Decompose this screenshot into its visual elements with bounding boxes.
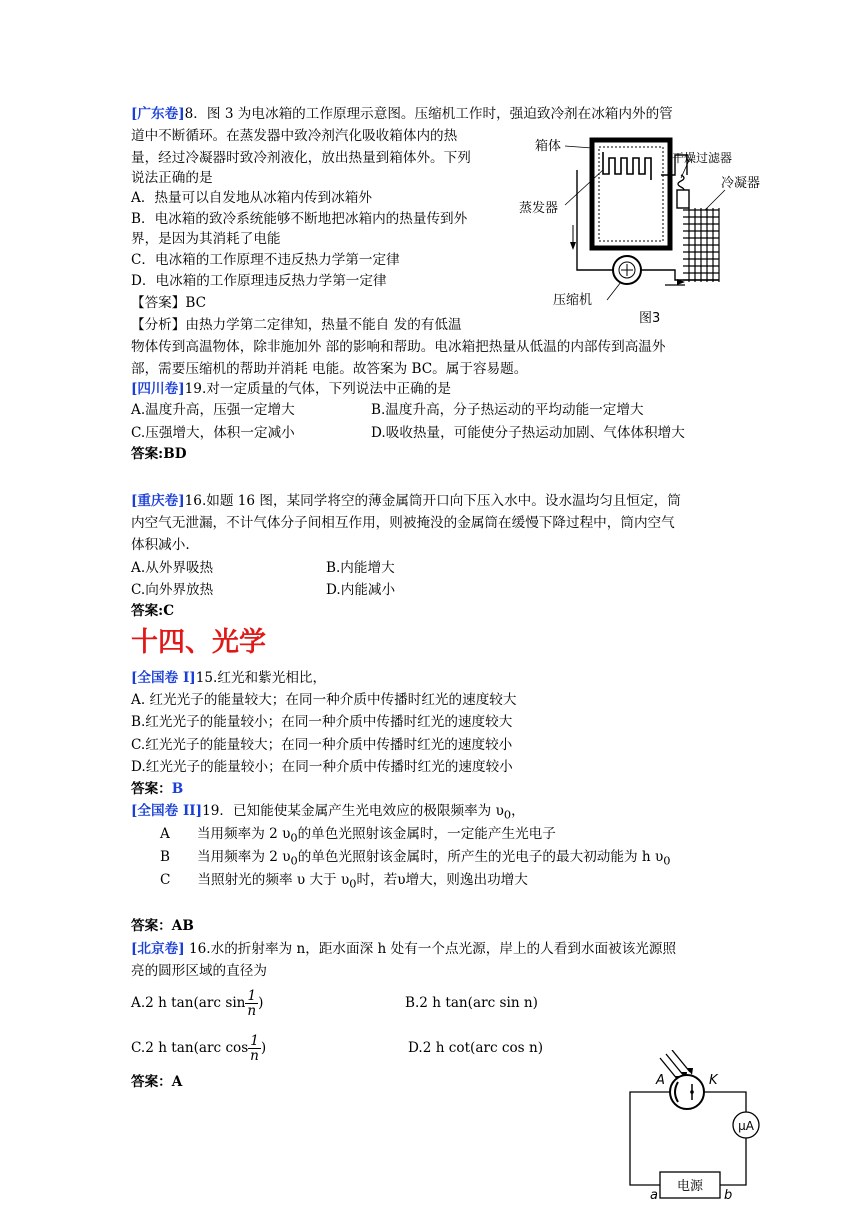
bj-answer: 答案：A bbox=[131, 1074, 183, 1090]
label-anode: A bbox=[656, 1073, 665, 1088]
gd-option-a: A．热量可以自发地从冰箱内传到冰箱外 bbox=[131, 190, 372, 206]
q1-answer: 答案：B bbox=[131, 781, 184, 797]
cq-option-c: C.向外界放热 bbox=[131, 582, 214, 598]
gd-tag: [广东卷] bbox=[131, 106, 185, 122]
label-b: b bbox=[724, 1188, 733, 1200]
label-condenser: 冷凝器 bbox=[721, 176, 761, 191]
gd-analysis-1: 【分析】由热力学第二定律知，热量不能自 发的有低温 bbox=[131, 317, 462, 333]
label-box: 箱体 bbox=[535, 139, 562, 154]
q1-option-a: A. 红光光子的能量较大；在同一种介质中传播时红光的速度较大 bbox=[131, 692, 517, 708]
gd-option-d: D．电冰箱的工作原理违反热力学第一定律 bbox=[131, 273, 387, 289]
gd-answer: 【答案】BC bbox=[131, 295, 207, 311]
fraction-one-over-n: $\frac{1}{n}$ bbox=[247, 988, 257, 1019]
gd-line-4: 说法正确的是 bbox=[131, 170, 213, 186]
q2-answer: 答案：AB bbox=[131, 918, 194, 934]
bj-option-b: B.2 h tan(arc sin n) bbox=[405, 995, 538, 1011]
label-evaporator: 蒸发器 bbox=[519, 201, 559, 216]
cq-option-d: D.内能减小 bbox=[326, 582, 396, 598]
q1-option-d: D.红光光子的能量较小；在同一种介质中传播时红光的速度较小 bbox=[131, 759, 513, 775]
sc-option-c: C.压强增大，体积一定减小 bbox=[131, 425, 295, 441]
gd-line-3: 量，经过冷凝器时致冷剂液化，放出热量到箱体外。下列 bbox=[131, 150, 471, 166]
q2-option-a: A 当用频率为 2 $\upsilon_0$的单色光照射该金属时，一定能产生光电子 bbox=[160, 826, 556, 845]
bj-line-1: [北京卷] 16.水的折射率为 n，距水面深 h 处有一个点光源，岸上的人看到水面被该光源照 bbox=[131, 941, 677, 957]
label-a: a bbox=[650, 1188, 658, 1200]
sc-option-d: D.吸收热量，可能使分子热运动加剧、气体体积增大 bbox=[371, 425, 685, 441]
gd-analysis-3: 部，需要压缩机的帮助并消耗 电能。故答案为 BC。属于容易题。 bbox=[131, 361, 528, 377]
cq-tag: [重庆卷] bbox=[131, 493, 185, 509]
figure-caption: 图3 bbox=[639, 311, 661, 326]
gd-line-1: [广东卷]8．图 3 为电冰箱的工作原理示意图。压缩机工作时，强迫致冷剂在冰箱内外的管 bbox=[131, 106, 673, 122]
condenser-coil bbox=[683, 208, 719, 282]
cq-option-b: B.内能增大 bbox=[326, 560, 395, 576]
sc-option-b: B.温度升高，分子热运动的平均动能一定增大 bbox=[371, 402, 644, 418]
bj-line-2: 亮的圆形区域的直径为 bbox=[131, 963, 267, 979]
svg-text:μA: μA bbox=[738, 1119, 754, 1133]
filter bbox=[677, 190, 689, 208]
gd-option-c: C．电冰箱的工作原理不违反热力学第一定律 bbox=[131, 252, 400, 268]
gd-option-b2: 界，是因为其消耗了电能 bbox=[131, 231, 281, 247]
fraction-one-over-n: $\frac{1}{n}$ bbox=[250, 1033, 259, 1064]
photoelectric-circuit bbox=[622, 1050, 772, 1200]
sc-answer: 答案:BD bbox=[131, 446, 187, 462]
section-title: 十四、光学 bbox=[131, 627, 266, 658]
bj-option-a: A.2 h tan(arc sin $\frac{1}{n}$ ) bbox=[131, 988, 264, 1019]
sc-option-a: A.温度升高，压强一定增大 bbox=[131, 402, 295, 418]
q1-option-b: B.红光光子的能量较小；在同一种介质中传播时红光的速度较大 bbox=[131, 714, 513, 730]
q2-option-b: B 当用频率为 2 $\upsilon_0$的单色光照射该金属时，所产生的光电子的最大初动能为 h $\upsilon_0$ bbox=[160, 849, 671, 868]
bj-tag: [北京卷] bbox=[131, 941, 185, 957]
gd-line-2: 道中不断循环。在蒸发器中致冷剂汽化吸收箱体内的热 bbox=[131, 128, 458, 144]
bj-option-c: C.2 h tan(arc cos $\frac{1}{n}$ ) bbox=[131, 1033, 267, 1064]
q2-stem: [全国卷 II]19．已知能使某金属产生光电效应的极限频率为 $\upsilon_0$， bbox=[131, 803, 525, 822]
label-cathode: K bbox=[709, 1073, 718, 1088]
label-filter: 干燥过滤器 bbox=[672, 151, 733, 165]
gd-analysis-2: 物体传到高温物体，除非施加外 部的影响和帮助。电冰箱把热量从低温的内部传到高温外 bbox=[131, 339, 666, 355]
svg-text:电源: 电源 bbox=[676, 1179, 704, 1194]
q2-tag: [全国卷 II] bbox=[131, 803, 203, 819]
cq-line-1: [重庆卷]16.如题 16 图，某同学将空的薄金属筒开口向下压入水中。设水温均匀且恒定，筒 bbox=[131, 493, 681, 509]
q2-option-c: C 当照射光的频率 υ 大于 $\upsilon_0$时，若υ增大，则逸出功增大 bbox=[160, 872, 528, 891]
evaporator-coil bbox=[603, 152, 651, 180]
label-compressor: 压缩机 bbox=[553, 293, 593, 308]
gd-option-b1: B．电冰箱的致冷系统能够不断地把冰箱内的热量传到外 bbox=[131, 211, 468, 227]
cq-option-a: A.从外界吸热 bbox=[131, 560, 214, 576]
q1-stem: [全国卷 I]15.红光和紫光相比， bbox=[131, 670, 327, 686]
cq-answer: 答案:C bbox=[131, 603, 175, 619]
q1-tag: [全国卷 I] bbox=[131, 670, 196, 686]
refrigerator-figure bbox=[515, 130, 775, 330]
cq-line-3: 体积减小. bbox=[131, 537, 190, 553]
sc-tag: [四川卷] bbox=[131, 381, 185, 397]
sc-stem: [四川卷]19.对一定质量的气体，下列说法中正确的是 bbox=[131, 381, 451, 397]
cq-line-2: 内空气无泄漏，不计气体分子间相互作用，则被掩没的金属筒在缓慢下降过程中，筒内空气 bbox=[131, 515, 675, 531]
q1-option-c: C.红光光子的能量较大；在同一种介质中传播时红光的速度较小 bbox=[131, 737, 513, 753]
bj-option-d: D.2 h cot(arc cos n) bbox=[408, 1040, 544, 1056]
